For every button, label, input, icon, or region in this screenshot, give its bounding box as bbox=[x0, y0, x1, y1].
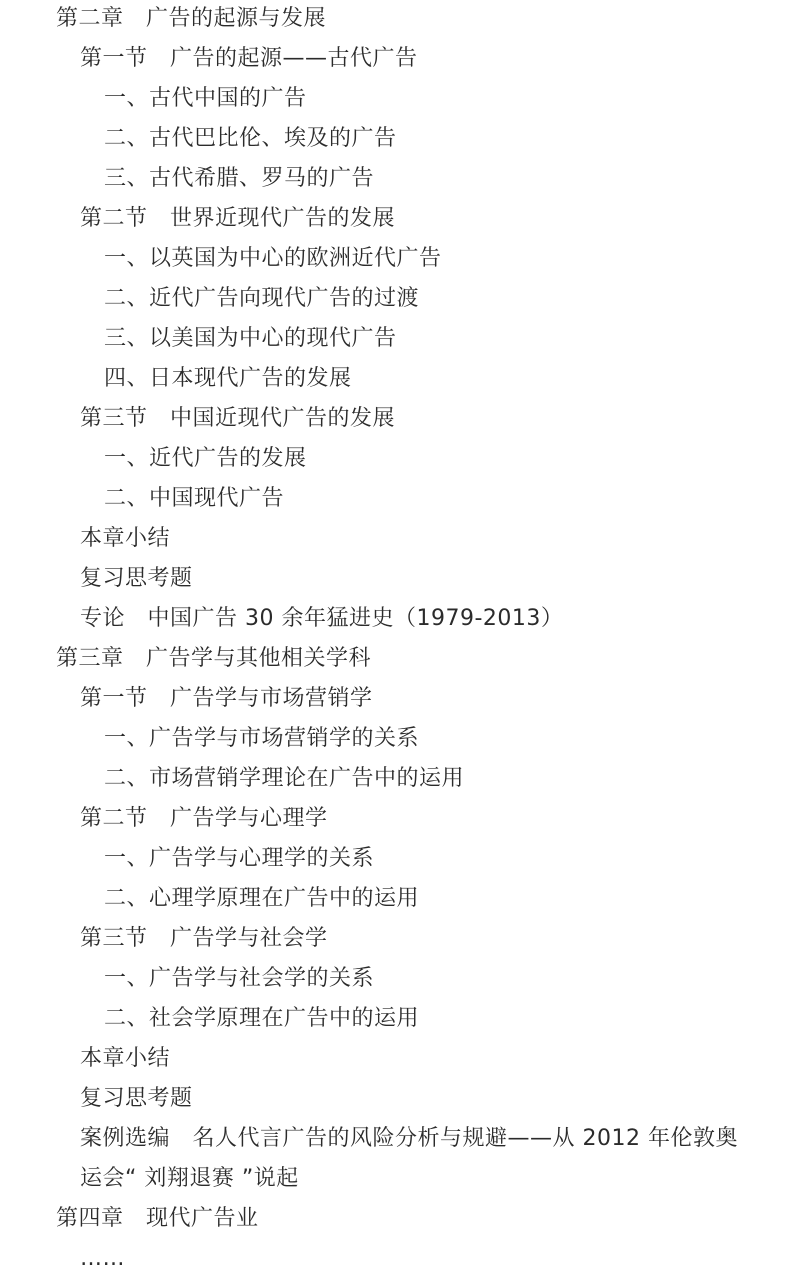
toc-item: 三、以美国为中心的现代广告 bbox=[104, 326, 397, 351]
toc-chapter: 第三章 广告学与其他相关学科 bbox=[56, 646, 372, 671]
toc-item: 二、近代广告向现代广告的过渡 bbox=[104, 286, 420, 311]
toc-item: 二、古代巴比伦、埃及的广告 bbox=[104, 126, 397, 151]
toc-chapter: 第四章 现代广告业 bbox=[56, 1206, 259, 1231]
toc-section: 第三节 中国近现代广告的发展 bbox=[80, 406, 396, 431]
toc-summary: 本章小结 bbox=[80, 526, 171, 551]
toc-ellipsis: …… bbox=[80, 1246, 125, 1271]
toc-case-study-continued: 运会“ 刘翔退赛 ”说起 bbox=[80, 1166, 299, 1191]
toc-item: 三、古代希腊、罗马的广告 bbox=[104, 166, 375, 191]
toc-item: 一、以英国为中心的欧洲近代广告 bbox=[104, 246, 442, 271]
toc-section: 第二节 世界近现代广告的发展 bbox=[80, 206, 396, 231]
toc-chapter: 第二章 广告的起源与发展 bbox=[56, 6, 327, 31]
toc-item: 一、近代广告的发展 bbox=[104, 446, 307, 471]
toc-item: 一、广告学与社会学的关系 bbox=[104, 966, 375, 991]
toc-summary: 本章小结 bbox=[80, 1046, 171, 1071]
toc-special-topic: 专论 中国广告 30 余年猛进史（1979-2013） bbox=[80, 606, 564, 631]
toc-review-questions: 复习思考题 bbox=[80, 1086, 193, 1111]
toc-review-questions: 复习思考题 bbox=[80, 566, 193, 591]
toc-section: 第三节 广告学与社会学 bbox=[80, 926, 328, 951]
toc-item: 四、日本现代广告的发展 bbox=[104, 366, 352, 391]
toc-section: 第一节 广告的起源——古代广告 bbox=[80, 46, 418, 71]
toc-item: 一、广告学与市场营销学的关系 bbox=[104, 726, 420, 751]
toc-case-study: 案例选编 名人代言广告的风险分析与规避——从 2012 年伦敦奥 bbox=[80, 1126, 738, 1151]
toc-section: 第二节 广告学与心理学 bbox=[80, 806, 328, 831]
toc-item: 一、广告学与心理学的关系 bbox=[104, 846, 375, 871]
toc-item: 二、心理学原理在广告中的运用 bbox=[104, 886, 420, 911]
toc-section: 第一节 广告学与市场营销学 bbox=[80, 686, 373, 711]
toc-item: 二、市场营销学理论在广告中的运用 bbox=[104, 766, 465, 791]
toc-item: 二、中国现代广告 bbox=[104, 486, 285, 511]
toc-item: 二、社会学原理在广告中的运用 bbox=[104, 1006, 420, 1031]
toc-item: 一、古代中国的广告 bbox=[104, 86, 307, 111]
